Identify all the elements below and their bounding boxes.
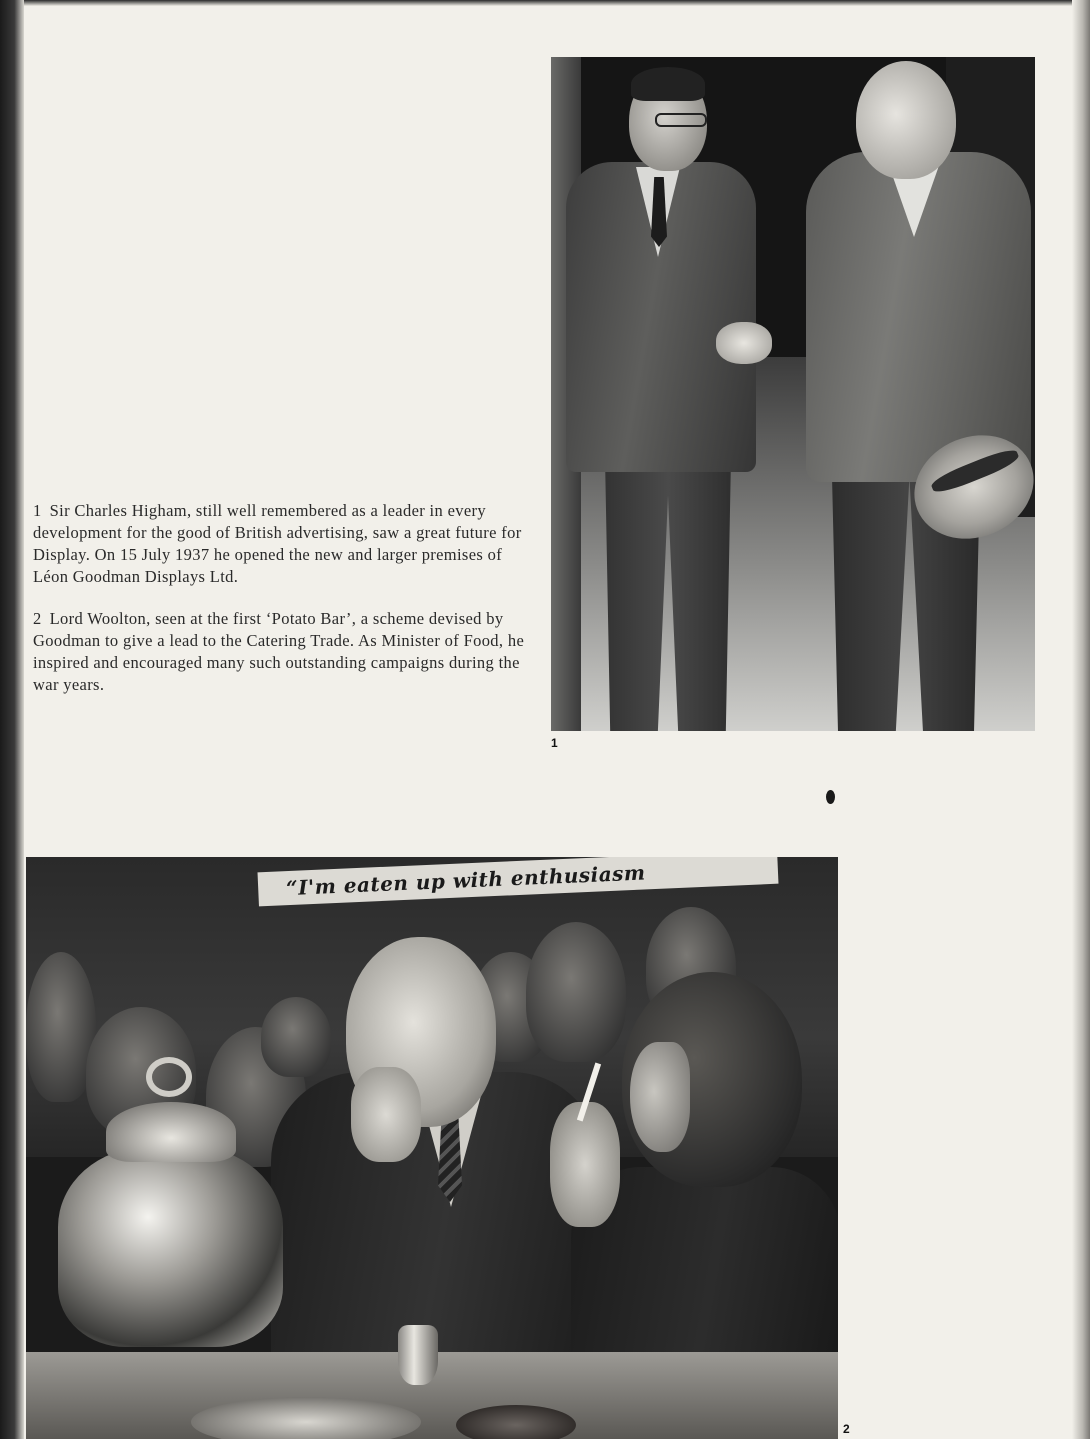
figure-head bbox=[856, 61, 956, 179]
food-dish bbox=[456, 1405, 576, 1439]
ink-speck bbox=[826, 790, 835, 804]
figure-hair bbox=[631, 67, 705, 101]
wine-glass bbox=[398, 1325, 438, 1385]
caption-1 bbox=[33, 500, 528, 588]
banner-sign: “I'm eaten up with enthusiasm bbox=[258, 857, 779, 906]
figure-hand bbox=[550, 1102, 620, 1227]
page-spine-shadow bbox=[0, 0, 24, 1439]
urn-lid bbox=[106, 1102, 236, 1162]
caption-text: Sir Charles Higham, still well remembered as a leader in every development for the good of British advertising, saw a great future for Display. On 15 July 1937 he opened the new and larger premises of Léon Goodman Displays Ltd. bbox=[33, 501, 522, 586]
handshake bbox=[716, 322, 772, 364]
caption-number: 1 bbox=[33, 501, 42, 520]
background-person bbox=[261, 997, 331, 1077]
captions-block bbox=[33, 500, 528, 716]
silver-urn bbox=[58, 1147, 283, 1347]
urn-handle bbox=[146, 1057, 192, 1097]
page-edge-right bbox=[1072, 0, 1090, 1439]
figure-number-2: 2 bbox=[843, 1422, 850, 1436]
figure-glasses bbox=[655, 113, 707, 127]
background-person bbox=[526, 922, 626, 1062]
caption-number: 2 bbox=[33, 609, 42, 628]
figure-face bbox=[630, 1042, 690, 1152]
figure-hand bbox=[351, 1067, 421, 1162]
caption-text: Lord Woolton, seen at the first ‘Potato Bar’, a scheme devised by Goodman to give a lead to the Catering Trade. As Minister of Food, he inspired and encouraged many such outstanding campaigns during the war years. bbox=[33, 609, 525, 694]
page-edge-top bbox=[0, 0, 1090, 6]
figure-number-1: 1 bbox=[551, 736, 558, 750]
caption-2 bbox=[33, 608, 528, 696]
serving-plate bbox=[191, 1397, 421, 1439]
photo-potato-bar bbox=[26, 857, 838, 1439]
photo-handshake bbox=[551, 57, 1035, 731]
